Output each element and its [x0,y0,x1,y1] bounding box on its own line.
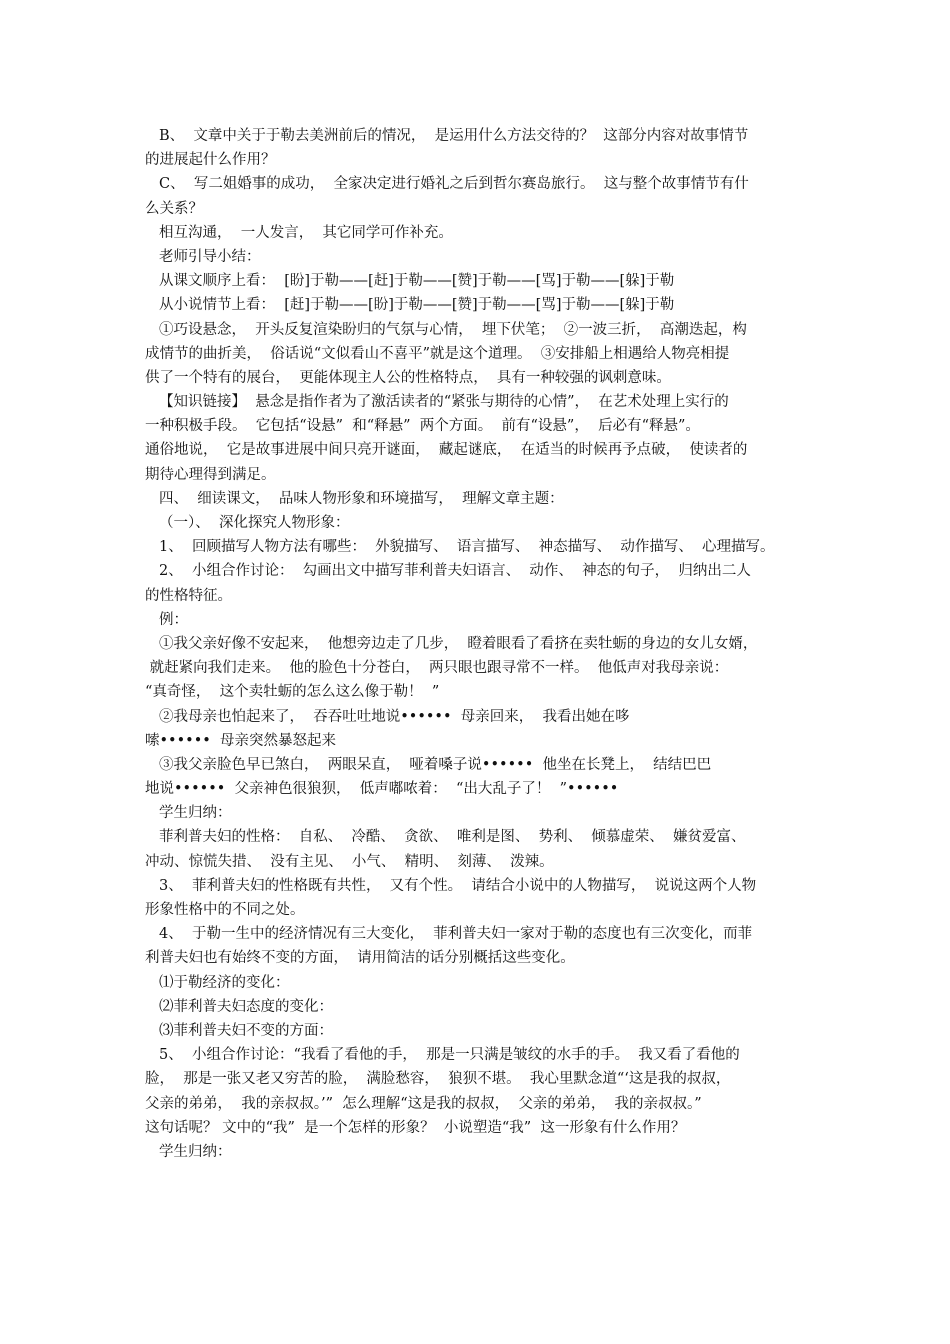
text-line: 的进展起什么作用？ [145,152,276,169]
text-line: 成情节的曲折美， 俗话说“文似看山不喜平”就是这个道理。 ③安排船上相遇给人物亮相提 [145,345,730,362]
text-line: 四、 细读课文， 品味人物形象和环境描写， 理解文章主题： [159,490,564,507]
text-line: ⑶菲利普夫妇不变的方面： [159,1022,333,1039]
text-line: 从小说情节上看： [赶]于勒——[盼]于勒——[赞]于勒——[骂]于勒——[躲]于勒 [159,297,675,314]
text-line: 父亲的弟弟， 我的亲叔叔。’” 怎么理解“这是我的叔叔， 父亲的弟弟， 我的亲叔叔。” [145,1095,702,1112]
text-line: 通俗地说， 它是故事进展中间只亮开谜面， 藏起谜底， 在适当的时候再予点破， 使读者的 [145,442,748,459]
text-line: 菲利普夫妇的性格： 自私、 冷酷、 贪欲、 唯利是图、 势利、 倾慕虚荣、 嫌贫爱富、 [159,829,746,846]
text-line: 3、 菲利普夫妇的性格既有共性， 又有个性。 请结合小说中的人物描写， 说说这两个人物 [159,877,757,894]
text-line: 相互沟通， 一人发言， 其它同学可作补充。 [159,224,453,241]
text-line: ③我父亲脸色早已煞白， 两眼呆直， 哑着嗓子说•••••• 他坐在长凳上， 结结巴巴 [159,756,712,773]
text-line: 么关系？ [145,200,203,217]
text-line: 形象性格中的不同之处。 [145,902,305,918]
text-line: 5、 小组合作讨论：“我看了看他的手， 那是一只满是皱纹的水手的手。 我又看了看他的 [159,1047,740,1064]
text-line: （一）、 深化探究人物形象： [159,515,350,531]
text-line: “真奇怪， 这个卖牡蛎的怎么这么像于勒！ ” [145,684,440,701]
text-line: 4、 于勒一生中的经济情况有三大变化， 菲利普夫妇一家对于勒的态度也有三次变化，而菲 [159,926,753,943]
text-line: 2、 小组合作讨论： 勾画出文中描写菲利普夫妇语言、 动作、 神态的句子， 归纳出二人 [159,563,751,580]
text-line: 期待心理得到满足。 [145,466,276,483]
text-line: 地说•••••• 父亲神色很狼狈， 低声嘟哝着： “出大乱子了！ ”•••••• [145,781,619,798]
text-line: C、 写二姐婚事的成功， 全家决定进行婚礼之后到哲尔赛岛旅行。 这与整个故事情节有什 [159,176,749,193]
text-line: ②我母亲也怕起来了， 吞吞吐吐地说•••••• 母亲回来， 我看出她在哆 [159,708,630,725]
document-page [145,124,815,1164]
text-line: ⑵菲利普夫妇态度的变化： [159,998,333,1015]
text-line: 脸， 那是一张又老又穷苦的脸， 满脸愁容， 狼狈不堪。 我心里默念道“‘这是我的叔叔， [145,1071,731,1088]
text-line: 一种积极手段。 它包括“设悬” 和“释悬” 两个方面。 前有“设悬”， 后必有“释悬”。 [145,418,700,435]
text-line: 学生归纳： [159,1143,232,1160]
text-line: 例： [159,611,188,628]
text-line: 学生归纳： [159,805,232,822]
text-line: 1、 回顾描写人物方法有哪些： 外貌描写、 语言描写、 神态描写、 动作描写、 心理描写。 [159,539,775,556]
text-line: ①巧设悬念， 开头反复渲染盼归的气氛与心情， 埋下伏笔； ②一波三折， 高潮迭起，构 [159,321,747,338]
text-line: 老师引导小结： [159,248,261,265]
text-line: ⑴于勒经济的变化： [159,974,290,991]
text-line: 【知识链接】 悬念是指作者为了激活读者的“紧张与期待的心情”， 在艺术处理上实行的 [159,394,729,411]
text-line: 供了一个特有的展台， 更能体现主人公的性格特点， 具有一种较强的讽刺意味。 [145,369,671,386]
text-line: 嗦•••••• 母亲突然暴怒起来 [145,732,337,749]
text-line: B、 文章中关于于勒去美洲前后的情况， 是运用什么方法交待的？ 这部分内容对故事情节 [159,128,749,144]
text-line: ①我父亲好像不安起来， 他想旁边走了几步， 瞪着眼看了看挤在卖牡蛎的身边的女儿女婿， [159,635,758,652]
text-line: 冲动、惊慌失措、 没有主见、 小气、 精明、 刻薄、 泼辣。 [145,853,554,870]
text-line: 从课文顺序上看： [盼]于勒——[赶]于勒——[赞]于勒——[骂]于勒——[躲]于勒 [159,273,675,290]
text-line: 就赶紧向我们走来。 他的脸色十分苍白， 两只眼也跟寻常不一样。 他低声对我母亲说： [145,660,729,677]
text-line: 利普夫妇也有始终不变的方面， 请用简洁的话分别概括这些变化。 [145,950,575,967]
text-line: 的性格特征。 [145,587,232,604]
text-line: 这句话呢？ 文中的“我” 是一个怎样的形象？ 小说塑造“我” 这一形象有什么作用？ [145,1119,686,1136]
